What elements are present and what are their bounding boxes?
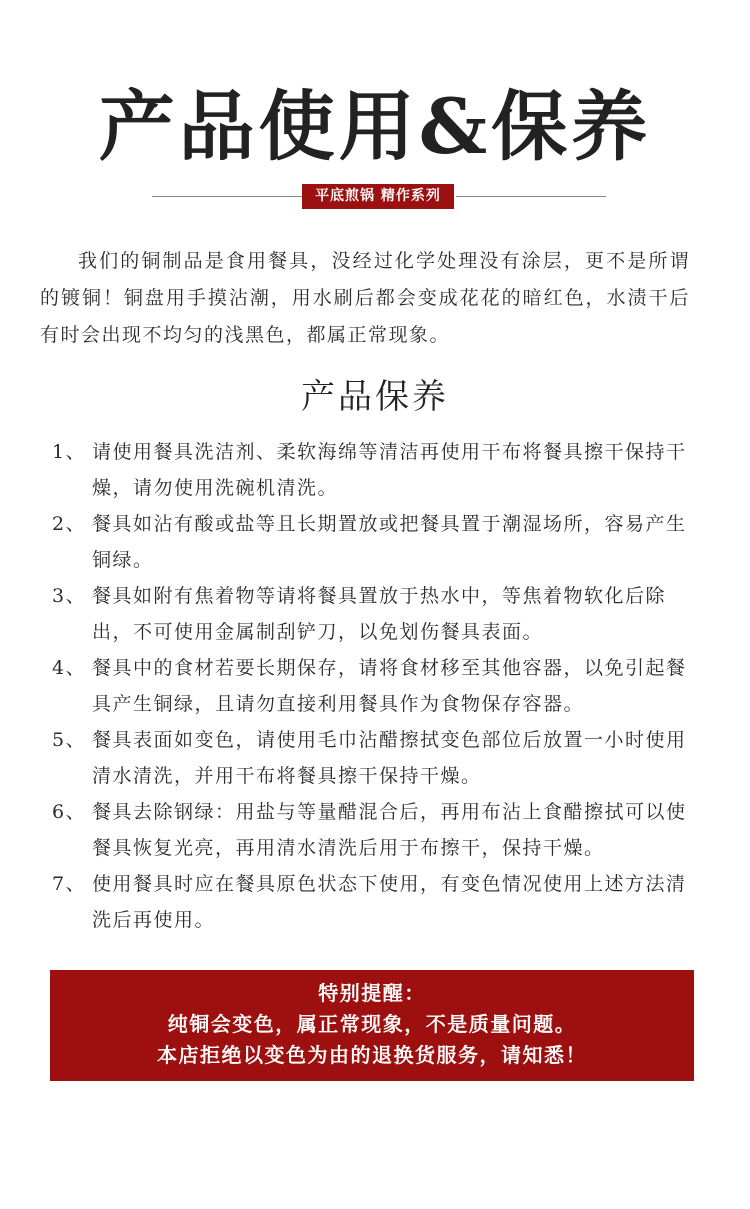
care-item-6: [52, 794, 692, 866]
notice-line-2: 本店拒绝以变色为由的退换货服务，请知悉！: [157, 1043, 587, 1067]
notice-box: [50, 970, 694, 1081]
intro-paragraph: 我们的铜制品是食用餐具，没经过化学处理没有涂层，更不是所谓的镀铜！铜盘用手摸沾潮，用水刷后都会变成花花的暗红色，水渍干后有时会出现不均匀的浅黑色，都属正常现象。: [40, 250, 690, 346]
care-heading: 产品保养: [301, 377, 449, 417]
care-item-text: 餐具如沾有酸或盐等且长期置放或把餐具置于潮湿场所，容易产生铜绿。: [92, 513, 687, 571]
care-item-number: 1、: [52, 441, 87, 463]
care-item-text: 请使用餐具洗洁剂、柔软海绵等清洁再使用干布将餐具擦干保持干燥，请勿使用洗碗机清洗。: [92, 441, 687, 499]
care-item-3: [52, 578, 692, 650]
notice-title: 特别提醒：: [318, 981, 426, 1005]
care-item-number: 4、: [52, 657, 87, 679]
care-item-5: [52, 722, 692, 794]
divider-line-left: [152, 196, 302, 197]
care-item-number: 2、: [52, 513, 87, 535]
care-item-text: 餐具去除钢绿：用盐与等量醋混合后，再用布沾上食醋擦拭可以使餐具恢复光亮，再用清水清洗后用于布擦干，保持干燥。: [92, 801, 687, 859]
care-item-text: 餐具如附有焦着物等请将餐具置放于热水中，等焦着物软化后除出，不可使用金属制刮铲刀，以免划伤餐具表面。: [92, 585, 667, 643]
care-item-7: [52, 866, 692, 938]
care-item-1: [52, 434, 692, 506]
care-item-4: [52, 650, 692, 722]
care-item-number: 7、: [52, 873, 87, 895]
care-item-text: 餐具表面如变色，请使用毛巾沾醋擦拭变色部位后放置一小时使用清水清洗，并用干布将餐具擦干保持干燥。: [92, 729, 687, 787]
care-item-number: 5、: [52, 729, 87, 751]
care-list: [52, 434, 692, 938]
divider-line-right: [456, 196, 606, 197]
notice-line-1: 纯铜会变色，属正常现象，不是质量问题。: [167, 1012, 577, 1036]
care-item-text: 餐具中的食材若要长期保存，请将食材移至其他容器，以免引起餐具产生铜绿，且请勿直接利用餐具作为食物保存容器。: [92, 657, 687, 715]
care-item-number: 3、: [52, 585, 87, 607]
care-item-text: 使用餐具时应在餐具原色状态下使用，有变色情况使用上述方法清洗后再使用。: [92, 873, 687, 931]
page-title: 产品使用&保养: [98, 82, 652, 171]
care-item-2: [52, 506, 692, 578]
care-item-number: 6、: [52, 801, 87, 823]
series-tag: 平底煎锅 精作系列: [302, 184, 454, 209]
